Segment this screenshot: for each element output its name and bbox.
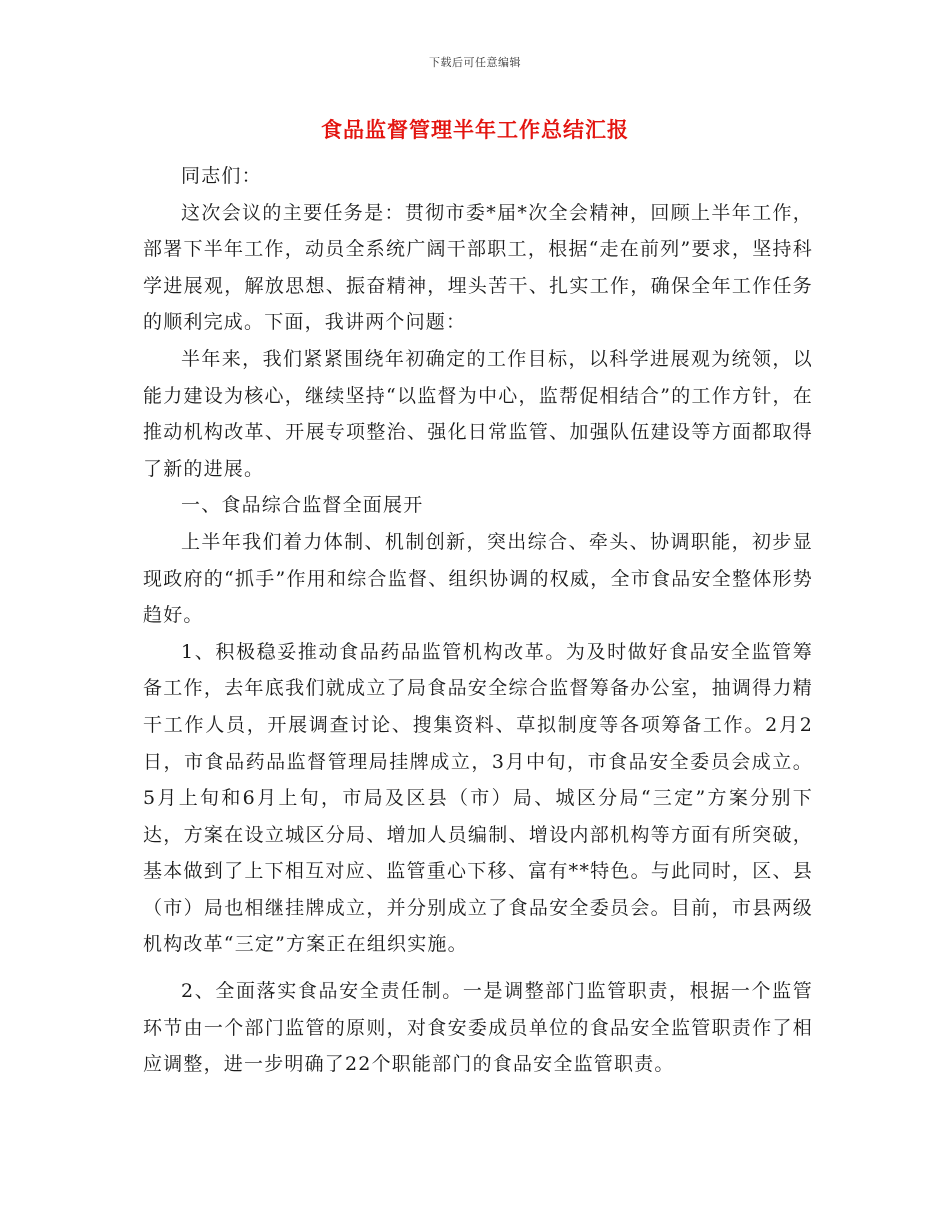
- body-paragraph: 2、全面落实食品安全责任制。一是调整部门监管职责，根据一个监管环节由一个部门监管的原则，对食安委成员单位的食品安全监管职责作了相应调整，进一步明确了22个职能部门的食品安全监管职责。: [143, 980, 813, 1076]
- salutation-paragraph: 同志们：: [181, 165, 262, 187]
- body-paragraph: 半年来，我们紧紧围绕年初确定的工作目标，以科学进展观为统领，以能力建设为核心，继续坚持“以监督为中心，监帮促相结合”的工作方针，在推动机构改革、开展专项整治、强化日常监管、加强队伍建设等方面都取得了新的进展。: [143, 347, 813, 480]
- document-body: [143, 158, 813, 1083]
- document-title: 食品监督管理半年工作总结汇报: [321, 117, 629, 142]
- body-paragraph: 1、积极稳妥推动食品药品监管机构改革。为及时做好食品安全监管筹备工作，去年底我们就成立了局食品安全综合监督筹备办公室，抽调得力精干工作人员，开展调查讨论、搜集资料、草拟制度等各项筹备工作。2月2日，市食品药品监督管理局挂牌成立，3月中旬，市食品安全委员会成立。5月上旬和6月上旬，市局及区县（市）局、城区分局“三定”方案分别下达，方案在设立城区分局、增加人员编制、增设内部机构等方面有所突破，基本做到了上下相互对应、监管重心下移、富有**特色。与此同时，区、县（市）局也相继挂牌成立，并分别成立了食品安全委员会。目前，市县两级机构改革“三定”方案正在组织实施。: [143, 640, 813, 956]
- header-note: 下载后可任意编辑: [429, 56, 521, 69]
- body-paragraph: 这次会议的主要任务是：贯彻市委*届*次全会精神，回顾上半年工作，部署下半年工作，动员全系统广阔干部职工，根据“走在前列”要求，坚持科学进展观，解放思想、振奋精神，埋头苦干、扎实工作，确保全年工作任务的顺利完成。下面，我讲两个问题：: [143, 201, 813, 334]
- section-heading: 一、食品综合监督全面展开: [181, 494, 424, 517]
- body-paragraph: 上半年我们着力体制、机制创新，突出综合、牵头、协调职能，初步显现政府的“抓手”作用和综合监督、组织协调的权威，全市食品安全整体形势趋好。: [143, 530, 813, 627]
